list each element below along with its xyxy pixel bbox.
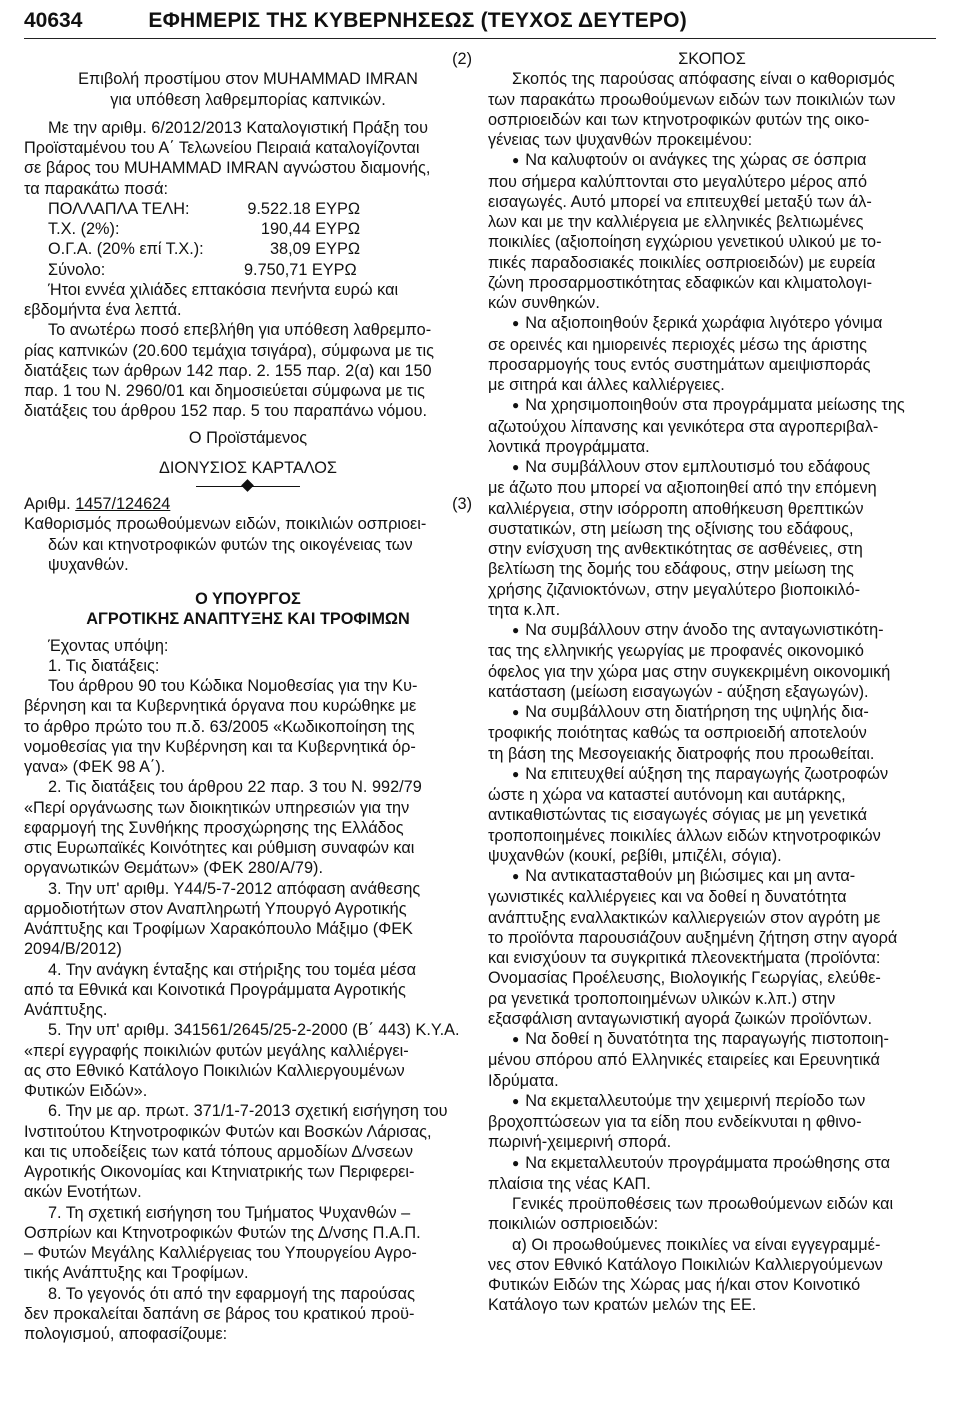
body-line: 7. Τη σχετική εισήγηση του Τμήματος Ψυχανθών – xyxy=(48,1203,411,1222)
body-line: συστατικών, στη μείωση της οξίνισης του εδάφους, xyxy=(488,519,854,538)
bullet-line: ● Να επιτευχθεί αύξηση της παραγωγής ζωοτροφών xyxy=(488,764,936,785)
decision-title-line: δών και κτηνοτροφικών φυτών της οικογένειας των xyxy=(48,535,413,554)
body-line: α) Οι προωθούμενες ποικιλίες να είναι εγγεγραμμέ- xyxy=(512,1235,881,1254)
bullet-line: ● Να εκμεταλλευτούμε την χειμερινή περίοδο των xyxy=(488,1091,936,1112)
amount-row xyxy=(24,219,472,239)
section-number-3: (3) xyxy=(452,495,472,513)
minister-heading: Ο ΥΠΟΥΡΓΟΣ xyxy=(195,590,301,608)
body-line: Κατάλογο των κρατών μελών της ΕΕ. xyxy=(488,1296,757,1315)
signer-name: ΔΙΟΝΥΣΙΟΣ ΚΑΡΤΑΛΟΣ xyxy=(159,458,337,477)
body-line: Ινστιτούτου Κτηνοτροφικών Φυτών και Βοσκών Λάρισας, xyxy=(24,1122,432,1141)
page-number: 40634 xyxy=(24,9,83,32)
amount-value: 38,09 ΕΥΡΩ xyxy=(269,240,360,259)
ref-prefix: Αριθμ. xyxy=(24,495,76,513)
body-line: ώστε η χώρα να καταστεί αυτόνομη και αυτάρκης, xyxy=(488,786,846,804)
body-line: σε βάρος του MUHAMMAD IMRAN αγνώστου διαμονής, xyxy=(24,159,431,178)
body-line: εβδομήντα ένα λεπτά. xyxy=(24,301,182,319)
body-line: 5. Την υπ' αριθμ. 341561/2645/25-2-2000 (Β΄ 443) Κ.Υ.Α. xyxy=(48,1021,460,1040)
gazette-title: ΕΦΗΜΕΡΙΣ ΤΗΣ ΚΥΒΕΡΝΗΣΕΩΣ (ΤΕΥΧΟΣ ΔΕΥΤΕΡΟ) xyxy=(148,9,687,32)
body-line: πλαίσια της νέας ΚΑΠ. xyxy=(488,1174,651,1193)
decision-title-line: Καθορισμός προωθούμενων ειδών, ποικιλιών οσπριοει- xyxy=(24,515,427,534)
body-line: Οσπρίων και Κτηνοτροφικών Φυτών της Δ/νσης Π.Α.Π. xyxy=(24,1223,421,1242)
body-line: στην ενίσχυση της ανθεκτικότητας σε ασθένειες, στη xyxy=(488,540,863,558)
body-line: Αγροτικής Οικονομίας και Κτηνιατρικής των Περιφερει- xyxy=(24,1163,415,1181)
two-column-body xyxy=(24,49,936,1344)
body-line: γωνιστικές καλλιέργειες και να δοθεί η δυνατότητα xyxy=(488,888,847,907)
section-number-2: (2) xyxy=(452,50,472,68)
purpose-text xyxy=(488,69,936,1315)
body-line: νες στον Εθνικό Κατάλογο Ποικιλιών Καλλιεργούμενων xyxy=(488,1255,883,1274)
bullet-line: ● Να συμβάλλουν στον εμπλουτισμό του εδάφους xyxy=(488,457,936,478)
body-line: χρήσης ζιζανιοκτόνων, στην μεγαλύτερο βιοποικιλό- xyxy=(488,580,861,599)
body-line: τη βάση της Μεσογειακής διατροφής που προωθείται. xyxy=(488,744,875,763)
body-line: Προϊσταμένου του Α΄ Τελωνείου Πειραιά καταλογίζονται xyxy=(24,139,420,157)
section-heading-line: για υπόθεση λαθρεμπορίας καπνικών. xyxy=(110,90,386,109)
right-column xyxy=(488,49,936,1344)
body-line: πικές παραδοσιακές ποικιλίες οσπριοειδών) με ευρεία xyxy=(488,253,876,272)
bullet-line: ● Να χρησιμοποιηθούν στα προγράμματα μείωσης της xyxy=(488,395,936,416)
body-line: 2094/Β/2012) xyxy=(24,940,122,959)
body-line: ρα γενετικά τροποποιημένων υλικών κ.λπ.) στην xyxy=(488,989,836,1008)
body-line: τροφικής ποιότητας καθώς τα οσπριοειδή αποτελούν xyxy=(488,724,867,743)
body-line: Του άρθρου 90 του Κώδικα Νομοθεσίας για την Κυ- xyxy=(48,677,418,695)
body-line: 6. Την με αρ. πρωτ. 371/1-7-2013 σχετική εισήγηση του xyxy=(48,1102,448,1121)
amount-row xyxy=(24,239,472,259)
body-line: μένου σπόρου από Ελληνικές εταιρείες και Ερευνητικά xyxy=(488,1051,880,1070)
body-line: Ανάπτυξης. xyxy=(24,1001,108,1019)
body-line: προσαρμογής τους εντός συστημάτων αμειψισποράς xyxy=(488,355,871,374)
diamond-icon xyxy=(241,479,254,492)
body-line: Ανάπτυξης και Τροφίμων Χαρακόπουλο Μάξιμο (ΦΕΚ xyxy=(24,920,413,938)
amount-value: 9.750,71 ΕΥΡΩ xyxy=(244,260,357,279)
body-line: γένειας των ψυχανθών προκειμένου: xyxy=(488,131,753,149)
body-line: Φυτικών Ειδών της Χώρας μας ή/και στον Κοινοτικό xyxy=(488,1276,861,1294)
body-line: με άζωτο που μπορεί να αξιοποιηθεί από την επόμενη xyxy=(488,479,877,498)
body-line: και τις υποδείξεις των κατά τόπους αρμοδίων Δ/νσεων xyxy=(24,1142,413,1161)
body-line: «περί εγγραφής ποικιλιών φυτών μεγάλης καλλιέργει- xyxy=(24,1041,409,1060)
amount-value: 9.522.18 ΕΥΡΩ xyxy=(247,199,360,218)
body-line: όφελος για την χώρα μας στην συγκεκριμένη οικονομική xyxy=(488,662,891,681)
body-line: πωρινή-χειμερινή σπορά. xyxy=(488,1133,672,1152)
section-divider-ornament xyxy=(24,480,472,494)
bullet-line: ● Να αξιοποιηθούν ξερικά χωράφια λιγότερο γόνιμα xyxy=(488,313,936,334)
body-line: αρμοδιοτήτων στον Αναπληρωτή Υπουργό Αγροτικής xyxy=(24,899,407,918)
body-line: οσπριοειδών και των κτηνοτροφικών φυτών της οικο- xyxy=(488,110,870,129)
body-line: Έχοντας υπόψη: xyxy=(48,636,169,655)
amount-label: ΠΟΛΛΑΠΛΑ ΤΕΛΗ: xyxy=(48,199,190,218)
body-line: τικής Ανάπτυξης και Τροφίμων. xyxy=(24,1264,249,1283)
body-line: αντικαθιστώντας τις εισαγωγές σόγιας με μη γενετικά xyxy=(488,806,868,825)
body-line: που σήμερα καλύπτονται στο μεγαλύτερο μέρος από xyxy=(488,172,868,191)
body-line: εξασφάλιση ανταγωνιστική αγορά ζωικών προϊόντων. xyxy=(488,1009,872,1028)
body-line: 3. Την υπ' αριθμ. Υ44/5-7-2012 απόφαση ανάθεσης xyxy=(48,879,421,898)
bullet-line: ● Να εκμεταλλευτούν προγράμματα προώθησης στα xyxy=(488,1153,936,1174)
body-line: διατάξεις του άρθρου 152 παρ. 5 του παραπάνω νόμου. xyxy=(24,402,428,421)
body-line: των παρακάτω προωθούμενων ειδών των ποικιλιών των xyxy=(488,90,896,109)
body-line: παρ. 1 του Ν. 2960/01 και δημοσιεύεται σύμφωνα με τις xyxy=(24,382,425,400)
body-line: ζώνη προσαρμοστικότητας εδαφικών και κλιματολογι- xyxy=(488,273,873,292)
bullet-line: ● Να δοθεί η δυνατότητα της παραγωγής πιστοποιη- xyxy=(488,1029,936,1050)
body-line: δεν προκαλείται δαπάνη σε βάρος του κρατικού προϋ- xyxy=(24,1304,415,1323)
body-line: στις Ευρωπαϊκές Κοινότητες και ρύθμιση συναφών και xyxy=(24,839,415,857)
body-line: βροχοπτώσεων για τα είδη που ενδείκνυται η φθινο- xyxy=(488,1113,862,1131)
body-line: ας στο Εθνικό Κατάλογο Ποικιλιών Καλλιεργουμένων xyxy=(24,1061,405,1080)
amount-label: Σύνολο: xyxy=(48,260,106,279)
amount-label: Ο.Γ.Α. (20% επί Τ.Χ.): xyxy=(48,240,204,259)
body-line: νομοθεσίας για την Κυβέρνηση και τα Κυβερνητικά όρ- xyxy=(24,737,416,756)
body-line: γανα» (ΦΕΚ 98 Α΄). xyxy=(24,758,166,776)
body-line: Φυτικών Ειδών». xyxy=(24,1082,148,1100)
considerations-text xyxy=(24,636,472,1345)
body-line: 1. Τις διατάξεις: xyxy=(48,656,160,675)
body-line: το άρθρο πρώτο του π.δ. 63/2005 «Κωδικοποίηση της xyxy=(24,717,415,736)
body-line: σε ορεινές και ημιορεινές περιοχές μέσω της άριστης xyxy=(488,335,867,354)
bullet-line: ● Να καλυφτούν οι ανάγκες της χώρας σε όσπρια xyxy=(488,150,936,171)
bullet-line: ● Να συμβάλλουν στη διατήρηση της υψηλής δια- xyxy=(488,702,936,723)
body-line: Σκοπός της παρούσας απόφασης είναι ο καθορισμός xyxy=(512,70,895,89)
body-line: εισαγωγές. Αυτό μπορεί να επιτευχθεί μεταξύ των άλ- xyxy=(488,192,872,211)
body-line: Γενικές προϋποθέσεις των προωθούμενων ειδών και xyxy=(512,1195,894,1213)
amount-row xyxy=(24,199,472,219)
body-line: βελτίωση της δομής του εδάφους, στην μείωση της xyxy=(488,560,854,579)
body-line: βέρνηση και τα Κυβερνητικά όργανα που κυρώθηκε με xyxy=(24,697,417,716)
body-line: διατάξεις των άρθρων 142 παρ. 2. 155 παρ. 2(α) και 150 xyxy=(24,361,432,380)
body-line: Με την αριθμ. 6/2012/2013 Καταλογιστική Πράξη του xyxy=(48,118,429,137)
body-line: με σιτηρά και άλλες καλλιέργειες. xyxy=(488,376,725,394)
body-line: πολογισμού, αποφασίζουμε: xyxy=(24,1325,228,1343)
body-line: Το ανωτέρω ποσό επεβλήθη για υπόθεση λαθρεμπο- xyxy=(48,321,432,340)
decision-title-line: ψυχανθών. xyxy=(48,555,129,574)
body-line: κών συνθηκών. xyxy=(488,294,600,312)
body-line: λοντικά προγράμματα. xyxy=(488,437,650,456)
body-line: 8. Το γεγονός ότι από την εφαρμογή της παρούσας xyxy=(48,1284,415,1303)
body-line: 4. Την ανάγκη ένταξης και στήριξης του τομέα μέσα xyxy=(48,960,417,979)
body-line: ψυχανθών (κουκί, ρεβίθι, μπιζέλι, σόγια). xyxy=(488,846,782,865)
body-line: αζωτούχου λίπανσης και γενικότερα στα αγροπεριβαλ- xyxy=(488,417,879,436)
body-line: τα παρακάτω ποσά: xyxy=(24,179,169,198)
body-line: 2. Τις διατάξεις του άρθρου 22 παρ. 3 του Ν. 992/79 xyxy=(48,778,422,797)
body-line: Ονομασίας Προέλευσης, Βιολογικής Γεωργίας, ελεύθε- xyxy=(488,969,881,988)
amount-label: Τ.Χ. (2%): xyxy=(48,220,120,238)
bullet-line: ● Να συμβάλλουν στην άνοδο της ανταγωνιστικότη- xyxy=(488,620,936,641)
body-line: τροποποιημένες ποικιλίες άλλων ειδών κτηνοτροφικών xyxy=(488,826,881,845)
decision-ref xyxy=(24,494,170,514)
bullet-line: ● Να αντικατασταθούν μη βιώσιμες και μη αντα- xyxy=(488,866,936,887)
body-line: ακών Ενοτήτων. xyxy=(24,1183,142,1202)
section-heading-line: Επιβολή προστίμου στον MUHAMMAD IMRAN xyxy=(78,70,418,89)
decision-ref-line xyxy=(24,494,472,514)
body-line: ανάπτυξης εναλλακτικών καλλιεργειών στον αγρότη με xyxy=(488,908,881,927)
body-line: κατάσταση (μείωση εισαγωγών - αύξηση εξαγωγών). xyxy=(488,682,869,701)
body-line: λων και με την καλλιέργεια με ελληνικές βελτιωμένες xyxy=(488,213,864,231)
minister-heading: ΑΓΡΟΤΙΚΗΣ ΑΝΑΠΤΥΞΗΣ ΚΑΙ ΤΡΟΦΙΜΩΝ xyxy=(86,610,410,629)
amount-row-total xyxy=(24,260,472,280)
body-line: ρίας καπνικών (20.600 τεμάχια τσιγάρα), σύμφωνα με τις xyxy=(24,341,434,360)
body-line: Ιδρύματα. xyxy=(488,1071,559,1090)
body-line: ποικιλιών οσπριοειδών: xyxy=(488,1215,659,1234)
body-line: το προϊόντα παρουσιάζουν αυξημένη ζήτηση στην αγορά xyxy=(488,928,898,947)
body-line: ποικιλίες (αξιοποίηση εγχώριου γενετικού υλικού με το- xyxy=(488,233,882,252)
body-line: οργανωτικών Θεμάτων» (ΦΕΚ 280/Α/79). xyxy=(24,859,323,878)
body-line: και ενισχύουν τα συγκριτικά πλεονεκτήματα (προϊόντα: xyxy=(488,949,881,967)
left-column xyxy=(24,49,472,1344)
body-line: – Φυτών Μεγάλης Καλλιέργειας του Υπουργείου Αγρο- xyxy=(24,1244,417,1262)
body-line: καλλιέργεια, στην ισόρροπη αποθήκευση θρεπτικών xyxy=(488,499,864,518)
body-line: τας της ελληνικής γεωργίας με προφανές οικονομικό xyxy=(488,642,864,661)
amount-value: 190,44 ΕΥΡΩ xyxy=(260,220,360,238)
page-header xyxy=(24,4,936,39)
ref-number: 1457/124624 xyxy=(75,495,171,513)
body-line: τητα κ.λπ. xyxy=(488,600,561,619)
body-line: Ήτοι εννέα χιλιάδες επτακόσια πενήντα ευρώ και xyxy=(48,280,399,299)
body-line: εφαρμογή της Συνθήκης προσχώρησης της Ελλάδος xyxy=(24,818,404,837)
purpose-heading: ΣΚΟΠΟΣ xyxy=(678,50,746,68)
signer-title: Ο Προϊστάμενος xyxy=(188,428,308,447)
body-line: από τα Εθνικά και Κοινοτικά Προγράμματα Αγροτικής xyxy=(24,980,406,999)
body-line: «Περί οργάνωσης των διοικητικών υπηρεσιών για την xyxy=(24,798,410,817)
